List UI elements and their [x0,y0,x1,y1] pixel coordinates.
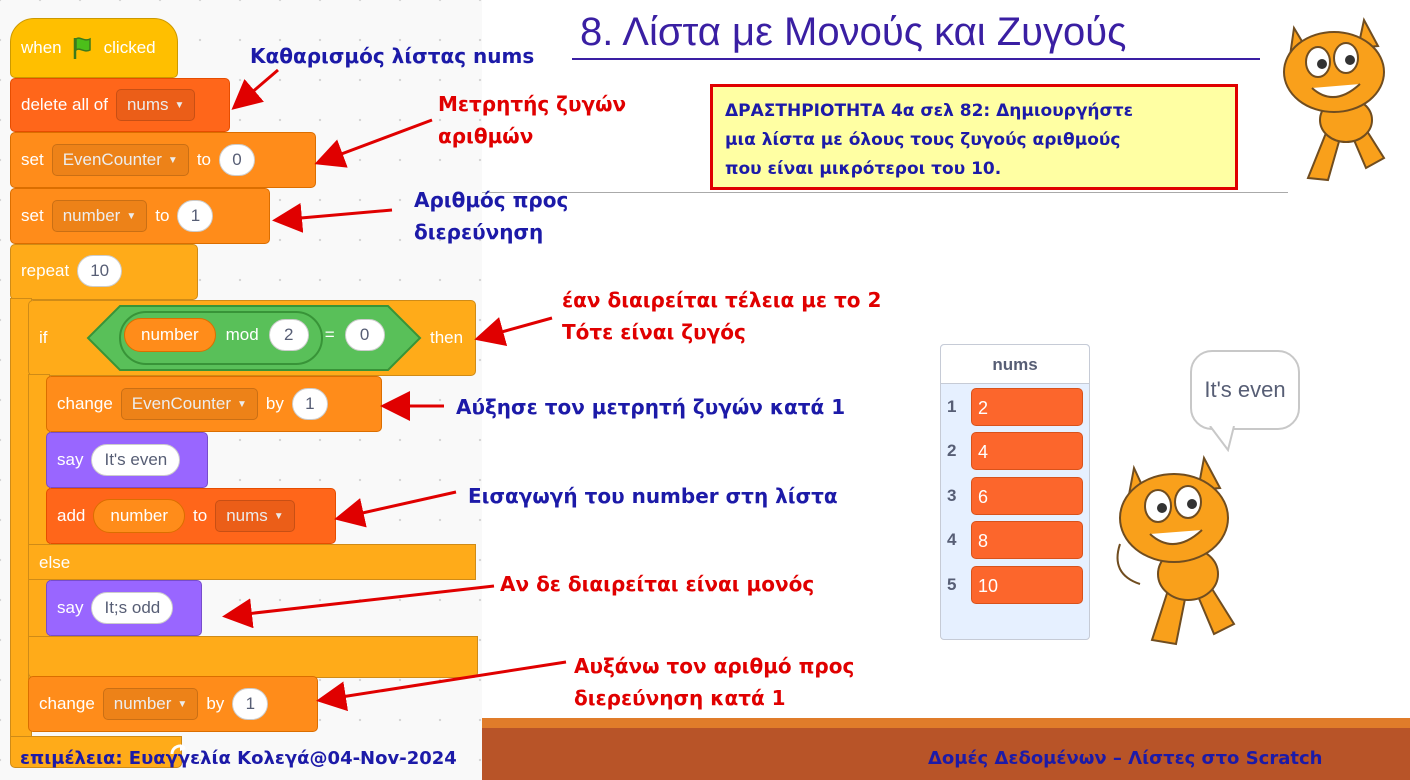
annotation-clear-list: Καθαρισμός λίστας nums [250,44,535,68]
change-label: change [57,394,113,413]
annotation-increase-number: Αυξάνω τον αριθμό προς διερεύνηση κατά 1 [574,654,855,710]
list-item[interactable] [947,565,1087,605]
speech-bubble: It's even [1190,350,1300,430]
number-reporter[interactable]: number [124,318,216,352]
dropdown-arrow-icon: ▼ [177,698,188,710]
message-input[interactable]: It;s odd [91,592,173,624]
message-input[interactable]: It's even [91,444,180,476]
set-label: set [21,150,44,169]
delete-all-label: delete all of [21,95,108,114]
task-line: που είναι μικρότεροι του 10. [725,159,1002,179]
variable-dropdown[interactable]: number ▼ [52,200,148,232]
add-label: add [57,506,86,525]
dropdown-arrow-icon: ▼ [167,154,178,166]
list-item-value[interactable]: 4 [971,432,1083,470]
footer-author: επιμέλεια: Ευαγγελία Κολεγά@04-Nov-2024 [20,748,457,769]
list-item[interactable] [947,431,1087,471]
by-label: by [206,694,225,713]
list-item[interactable] [947,520,1087,560]
slide-title: 8. Λίστα με Μονούς και Ζυγούς [580,10,1127,54]
variable-dropdown[interactable]: number ▼ [103,688,199,720]
list-item-index: 1 [947,397,957,416]
list-item-value[interactable]: 8 [971,521,1083,559]
dropdown-arrow-icon: ▼ [273,510,284,522]
dropdown-arrow-icon: ▼ [126,210,137,222]
value-input[interactable]: 1 [232,688,268,720]
footer-topic: Δομές Δεδομένων – Λίστες στο Scratch [928,748,1323,769]
annotation-insert: Εισαγωγή του number στη λίστα [468,484,838,508]
annotation-even-counter: Μετρητής ζυγών αριθμών [438,92,627,148]
list-item-index: 2 [947,441,957,460]
to-label: to [196,150,212,169]
list-item-value[interactable]: 6 [971,477,1083,515]
set-label: set [21,206,44,225]
if-label: if [39,328,48,347]
task-line: μια λίστα με όλους τους ζυγούς αριθμούς [725,130,1121,150]
repeat-count-input[interactable]: 10 [77,255,122,287]
else-label: else [39,553,71,572]
value-input[interactable]: 0 [219,144,255,176]
list-item-index: 5 [947,575,957,594]
then-label: then [430,328,464,347]
list-dropdown[interactable]: nums ▼ [215,500,294,532]
variable-dropdown[interactable]: EvenCounter ▼ [52,144,189,176]
list-dropdown[interactable]: nums ▼ [116,89,195,121]
list-item[interactable] [947,476,1087,516]
scratch-cat-sprite-icon [1100,444,1250,654]
annotation-increase-counter: Αύξησε τον μετρητή ζυγών κατά 1 [456,395,846,419]
say-label: say [57,450,84,469]
variable-dropdown[interactable]: EvenCounter ▼ [121,388,258,420]
list-item[interactable] [947,387,1087,427]
value-input[interactable]: 1 [292,388,328,420]
say-label: say [57,598,84,617]
list-item-index: 4 [947,530,957,549]
task-line: ΔΡΑΣΤΗΡΙΟΤΗΤΑ 4α σελ 82: Δημιουργήστε [725,101,1134,121]
divisor-input[interactable]: 2 [269,319,309,351]
list-item-value[interactable]: 2 [971,388,1083,426]
repeat-label: repeat [21,261,70,280]
to-label: to [193,506,208,525]
list-monitor[interactable] [940,344,1090,640]
dropdown-arrow-icon: ▼ [237,398,247,410]
list-monitor-header: nums [941,345,1089,384]
by-label: by [265,394,284,413]
annotation-divisible: έαν διαιρείται τέλεια με το 2 Τότε είναι ζυγός [562,288,882,344]
dropdown-arrow-icon: ▼ [174,99,185,111]
compare-input[interactable]: 0 [345,319,385,351]
value-input[interactable]: 1 [177,200,213,232]
list-item-value[interactable]: 10 [971,566,1083,604]
when-label: when [21,38,62,57]
equals-label: = [324,325,335,344]
list-item-index: 3 [947,486,957,505]
to-label: to [155,206,170,225]
annotation-odd: Αν δε διαιρείται είναι μονός [500,572,815,596]
clicked-label: clicked [103,38,156,57]
annotation-number: Αριθμός προς διερεύνηση [414,188,569,244]
number-reporter[interactable]: number [93,499,185,533]
mod-label: mod [225,325,259,344]
change-label: change [39,694,95,713]
footer-accent-bar [482,718,1410,728]
